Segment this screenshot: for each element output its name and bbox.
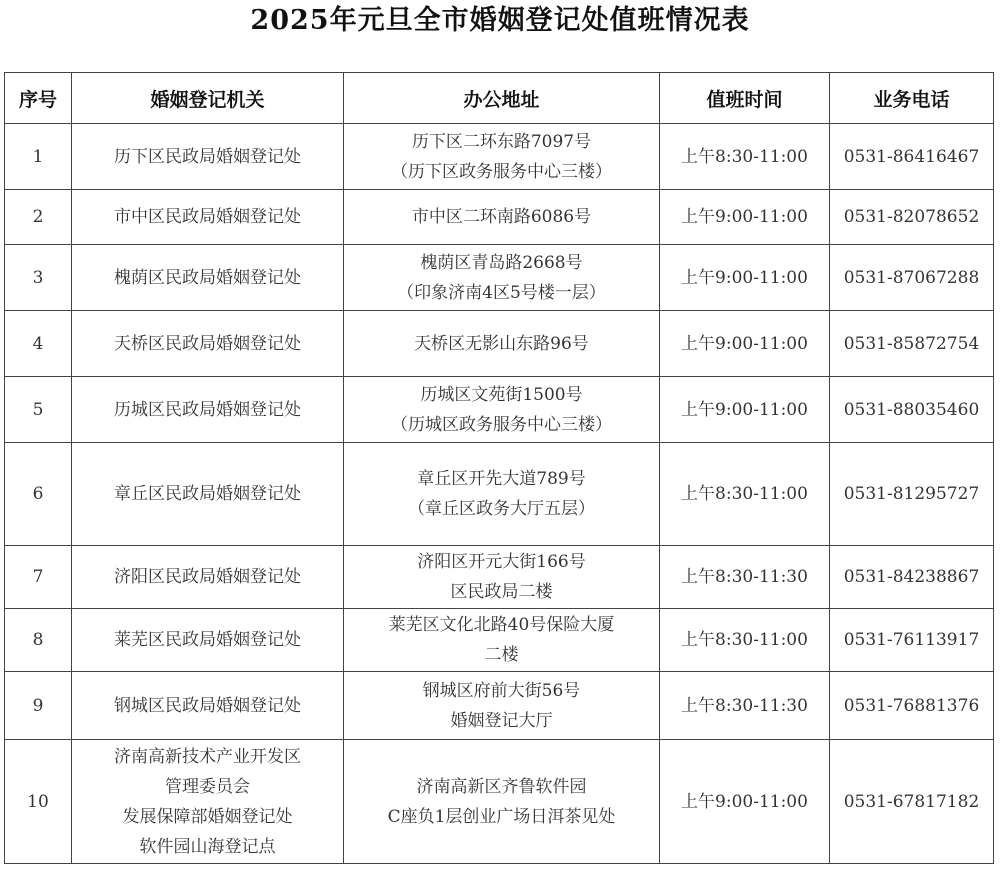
cell-time: 上午9:00-11:00 bbox=[660, 311, 830, 377]
office-line: 济南高新技术产业开发区 bbox=[114, 746, 301, 767]
cell-office bbox=[72, 672, 344, 740]
table-row bbox=[5, 377, 994, 443]
address-line: （印象济南4区5号楼一层） bbox=[397, 282, 606, 303]
table-row bbox=[5, 672, 994, 740]
office-line: 市中区民政局婚姻登记处 bbox=[114, 207, 301, 227]
address-line: 历下区二环东路7097号 bbox=[411, 131, 592, 152]
cell-seq: 1 bbox=[5, 124, 72, 190]
cell-address bbox=[344, 443, 660, 546]
cell-time: 上午8:30-11:00 bbox=[660, 124, 830, 190]
duty-table bbox=[4, 72, 994, 864]
address-line: 婚姻登记大厅 bbox=[450, 710, 553, 731]
address-line: （历城区政务服务中心三楼） bbox=[391, 414, 612, 435]
table-body bbox=[5, 124, 994, 864]
cell-time: 上午8:30-11:30 bbox=[660, 672, 830, 740]
cell-office bbox=[72, 740, 344, 864]
cell-seq: 5 bbox=[5, 377, 72, 443]
office-line: 槐荫区民政局婚姻登记处 bbox=[114, 267, 301, 288]
cell-phone: 0531-82078652 bbox=[830, 190, 994, 245]
header-seq: 序号 bbox=[5, 73, 72, 124]
address-line: 济阳区开元大街166号 bbox=[417, 552, 586, 572]
office-line: 历城区民政局婚姻登记处 bbox=[114, 399, 301, 420]
address-line: 济南高新区齐鲁软件园 bbox=[416, 776, 587, 797]
cell-phone: 0531-67817182 bbox=[830, 740, 994, 864]
address-line: 二楼 bbox=[484, 645, 519, 665]
cell-office bbox=[72, 443, 344, 546]
header-row bbox=[5, 73, 994, 124]
cell-address bbox=[344, 546, 660, 609]
cell-seq: 7 bbox=[5, 546, 72, 609]
header-office: 婚姻登记机关 bbox=[72, 73, 344, 124]
page-title: 2025年元旦全市婚姻登记处值班情况表 bbox=[250, 5, 750, 36]
address-line: 章丘区开先大道789号 bbox=[417, 469, 586, 489]
office-line: 济阳区民政局婚姻登记处 bbox=[114, 567, 301, 587]
address-line: C座负1层创业广场日洱茶见处 bbox=[387, 806, 616, 827]
cell-time: 上午8:30-11:00 bbox=[660, 443, 830, 546]
table-row bbox=[5, 609, 994, 672]
cell-seq: 6 bbox=[5, 443, 72, 546]
cell-seq: 2 bbox=[5, 190, 72, 245]
address-line: 槐荫区青岛路2668号 bbox=[420, 252, 583, 273]
cell-office bbox=[72, 546, 344, 609]
cell-phone: 0531-86416467 bbox=[830, 124, 994, 190]
office-line: 软件园山海登记点 bbox=[139, 836, 276, 857]
office-line: 历下区民政局婚姻登记处 bbox=[114, 146, 301, 167]
office-line: 管理委员会 bbox=[165, 776, 250, 797]
cell-address bbox=[344, 609, 660, 672]
address-line: 历城区文苑街1500号 bbox=[420, 384, 583, 405]
cell-phone: 0531-88035460 bbox=[830, 377, 994, 443]
address-line: 市中区二环南路6086号 bbox=[411, 207, 592, 227]
address-line: （章丘区政务大厅五层） bbox=[408, 499, 595, 519]
cell-phone: 0531-84238867 bbox=[830, 546, 994, 609]
cell-address bbox=[344, 245, 660, 311]
cell-time: 上午9:00-11:00 bbox=[660, 377, 830, 443]
cell-phone: 0531-81295727 bbox=[830, 443, 994, 546]
cell-address bbox=[344, 124, 660, 190]
address-line: 区民政局二楼 bbox=[450, 582, 553, 602]
header-phone: 业务电话 bbox=[830, 73, 994, 124]
cell-address bbox=[344, 672, 660, 740]
cell-address bbox=[344, 311, 660, 377]
cell-office bbox=[72, 377, 344, 443]
cell-address bbox=[344, 740, 660, 864]
table-row bbox=[5, 311, 994, 377]
office-line: 发展保障部婚姻登记处 bbox=[122, 806, 293, 827]
cell-seq: 10 bbox=[5, 740, 72, 864]
cell-office bbox=[72, 245, 344, 311]
cell-phone: 0531-76113917 bbox=[830, 609, 994, 672]
office-line: 钢城区民政局婚姻登记处 bbox=[114, 695, 301, 716]
cell-office bbox=[72, 609, 344, 672]
cell-seq: 4 bbox=[5, 311, 72, 377]
address-line: 天桥区无影山东路96号 bbox=[414, 333, 589, 354]
cell-time: 上午9:00-11:00 bbox=[660, 190, 830, 245]
table-row bbox=[5, 443, 994, 546]
cell-phone: 0531-87067288 bbox=[830, 245, 994, 311]
cell-office bbox=[72, 311, 344, 377]
table-row bbox=[5, 124, 994, 190]
table-row bbox=[5, 245, 994, 311]
cell-address bbox=[344, 190, 660, 245]
cell-office bbox=[72, 190, 344, 245]
header-address: 办公地址 bbox=[344, 73, 660, 124]
office-line: 莱芜区民政局婚姻登记处 bbox=[114, 630, 301, 650]
office-line: 天桥区民政局婚姻登记处 bbox=[114, 333, 301, 354]
cell-seq: 9 bbox=[5, 672, 72, 740]
cell-time: 上午9:00-11:00 bbox=[660, 740, 830, 864]
header-time: 值班时间 bbox=[660, 73, 830, 124]
office-line: 章丘区民政局婚姻登记处 bbox=[114, 484, 301, 504]
table-row bbox=[5, 546, 994, 609]
address-line: （历下区政务服务中心三楼） bbox=[391, 161, 612, 182]
cell-address bbox=[344, 377, 660, 443]
cell-time: 上午8:30-11:30 bbox=[660, 546, 830, 609]
cell-time: 上午9:00-11:00 bbox=[660, 245, 830, 311]
cell-time: 上午8:30-11:00 bbox=[660, 609, 830, 672]
address-line: 莱芜区文化北路40号保险大厦 bbox=[388, 615, 615, 635]
address-line: 钢城区府前大街56号 bbox=[422, 680, 581, 701]
table-row bbox=[5, 190, 994, 245]
cell-seq: 3 bbox=[5, 245, 72, 311]
cell-office bbox=[72, 124, 344, 190]
table-row bbox=[5, 740, 994, 864]
cell-phone: 0531-76881376 bbox=[830, 672, 994, 740]
cell-phone: 0531-85872754 bbox=[830, 311, 994, 377]
cell-seq: 8 bbox=[5, 609, 72, 672]
